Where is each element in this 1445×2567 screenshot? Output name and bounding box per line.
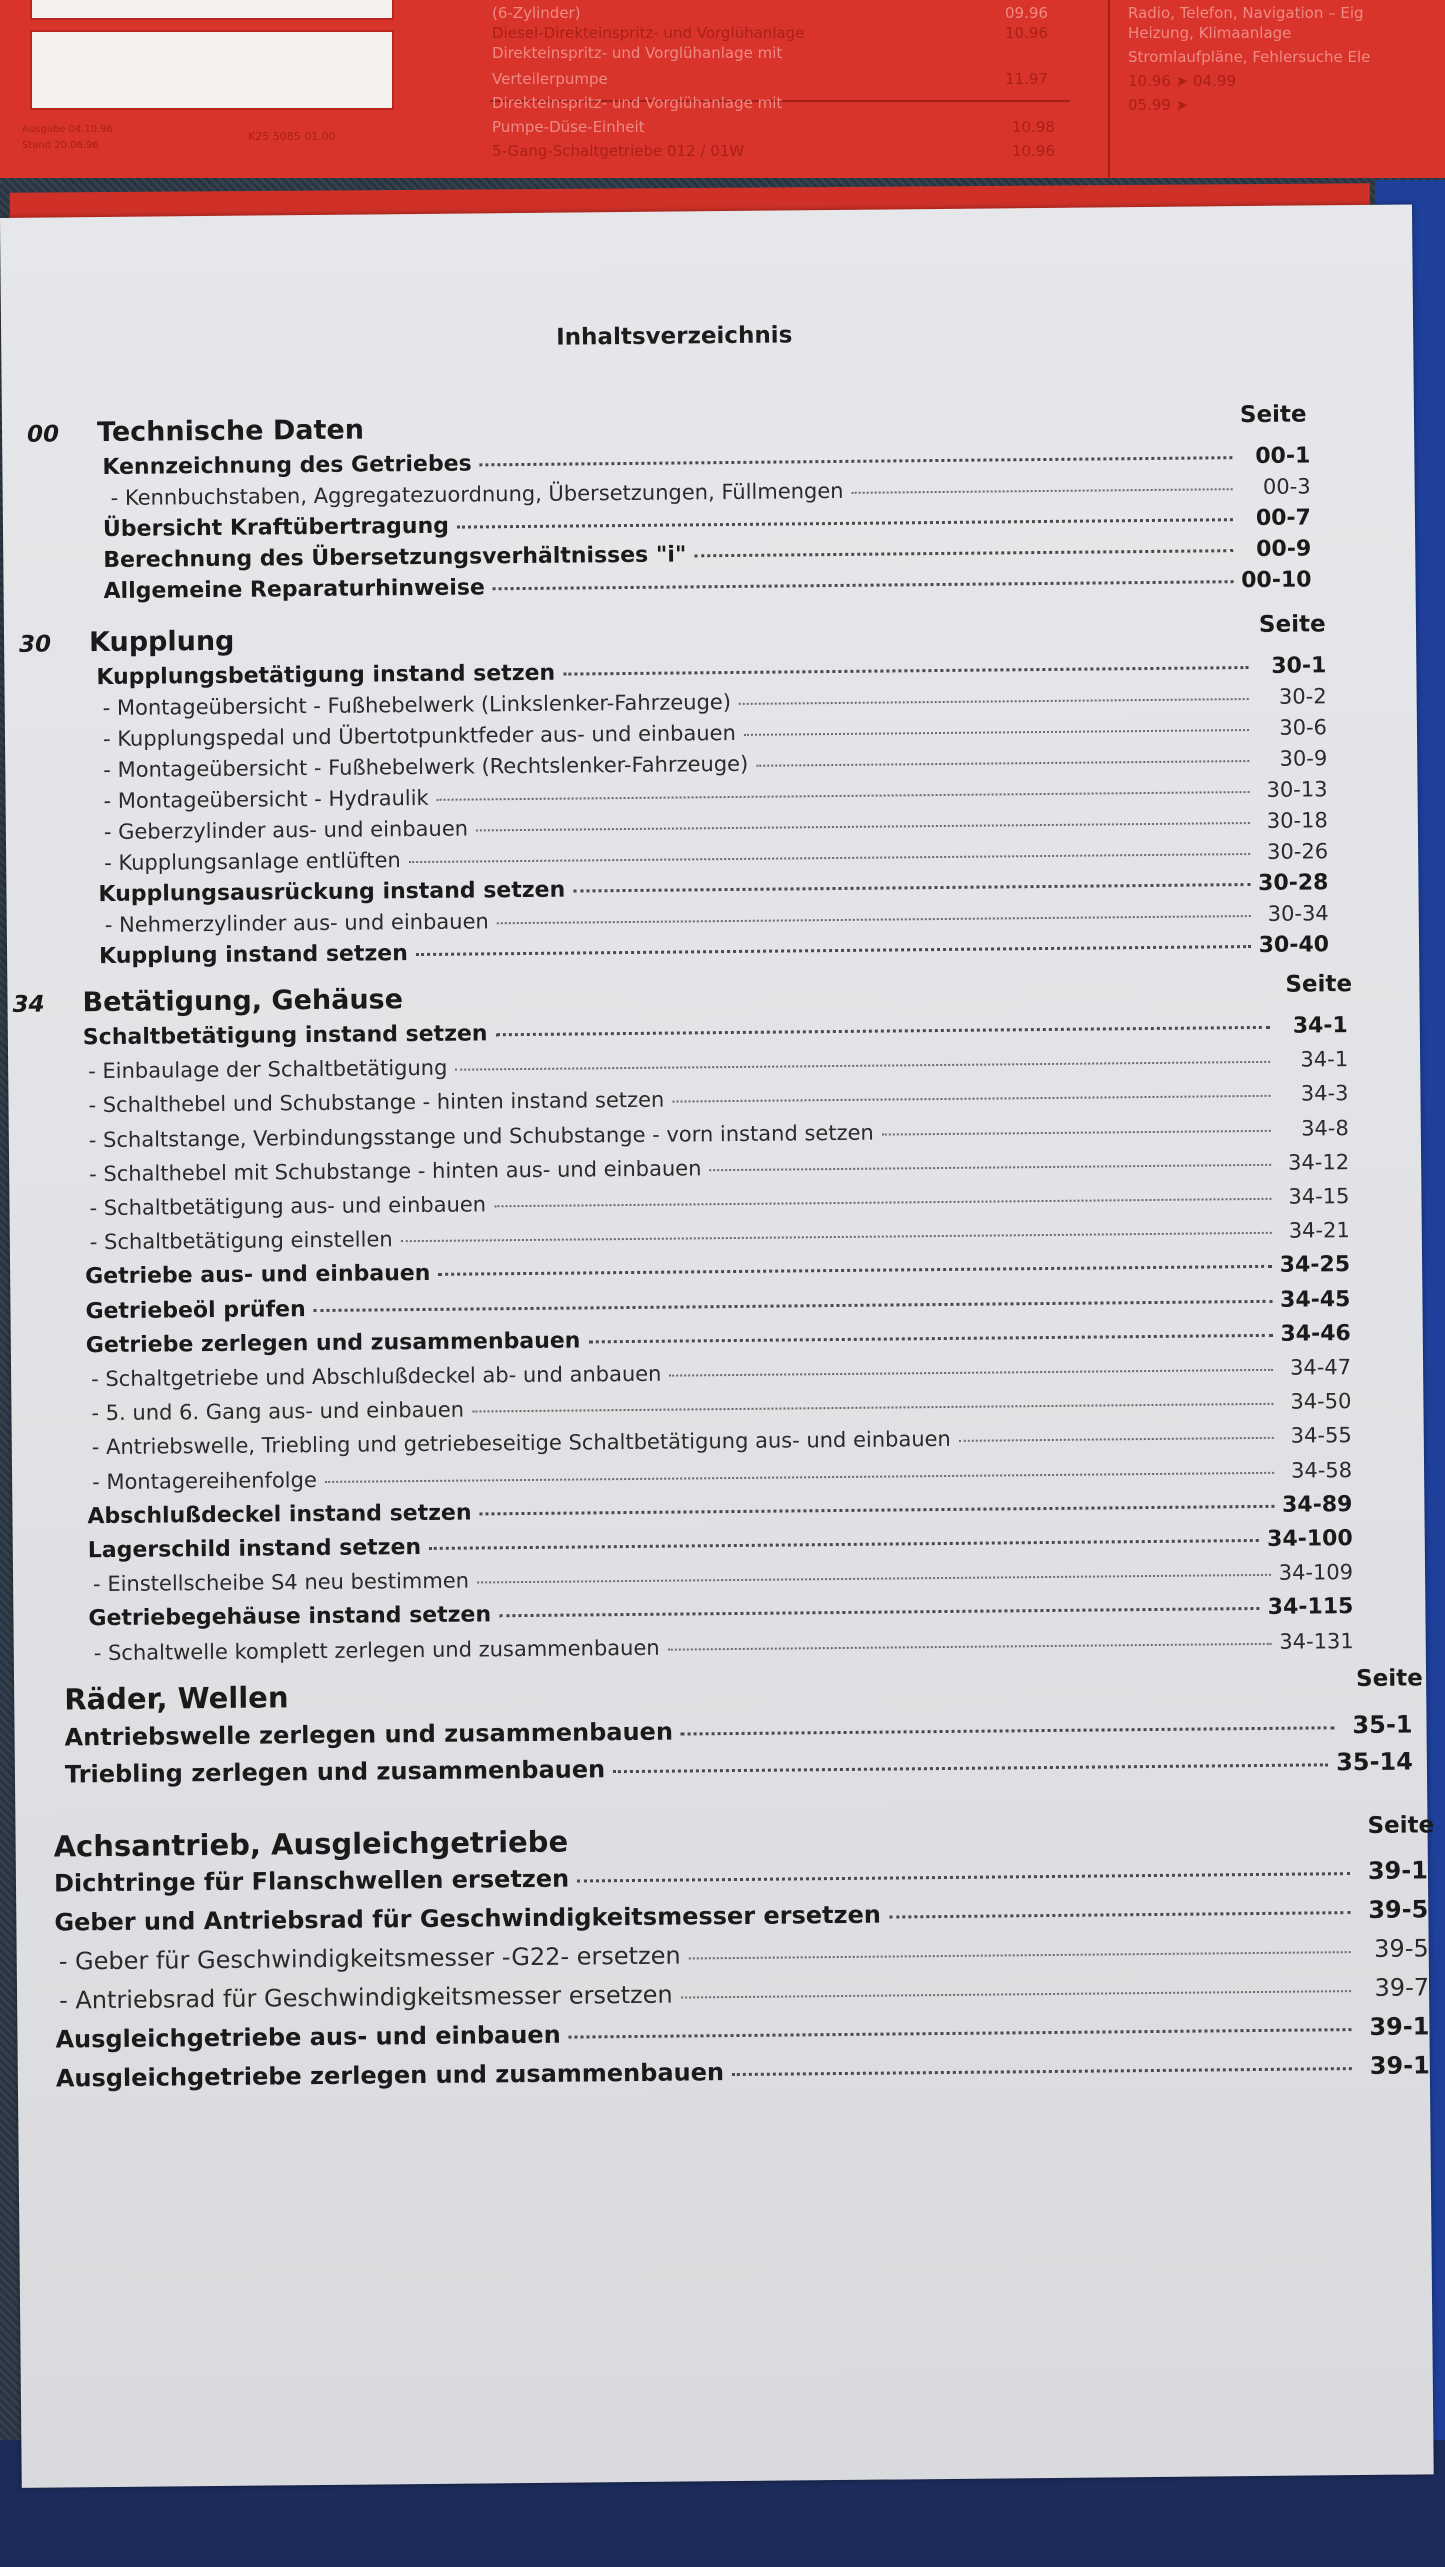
entry-title: - Montageübersicht - Fußhebelwerk (Rechtslenker-Fahrzeuge) bbox=[103, 751, 749, 783]
entry-title: - Montageübersicht - Fußhebelwerk (Linkslenker-Fahrzeuge) bbox=[102, 690, 732, 721]
page-number: 34-21 bbox=[1288, 1218, 1350, 1243]
entry-title: - Schaltbetätigung einstellen bbox=[89, 1227, 393, 1255]
entry-title: Getriebeöl prüfen bbox=[85, 1296, 306, 1324]
dot-leader bbox=[497, 915, 1251, 924]
section-heading bbox=[14, 1680, 289, 1717]
section-title: Betätigung, Gehäuse bbox=[82, 984, 404, 1019]
entry-title: Ausgleichgetriebe zerlegen und zusammenbauen bbox=[55, 2058, 725, 2093]
page-number: 34-100 bbox=[1266, 1526, 1353, 1552]
sheet-small-2: Stand 20.06.96 bbox=[22, 140, 99, 151]
section-number: 34 bbox=[12, 991, 45, 1018]
dot-leader bbox=[325, 1471, 1274, 1482]
toc-subentry bbox=[59, 1973, 1429, 2016]
entry-title: - Antriebswelle, Triebling und getriebeseitige Schaltbetätigung aus- und einbauen bbox=[91, 1427, 951, 1460]
entry-title: Ausgleichgetriebe aus- und einbauen bbox=[55, 2020, 561, 2054]
page-number: 30-28 bbox=[1257, 870, 1329, 896]
dot-leader bbox=[480, 456, 1233, 466]
dot-leader bbox=[577, 1872, 1350, 1882]
section-heading bbox=[19, 626, 235, 659]
page-number: 30-13 bbox=[1266, 777, 1328, 802]
sheet-code: K25 5085 01.00 bbox=[248, 130, 336, 143]
top-line-3: Verteilerpumpe bbox=[492, 70, 608, 88]
dot-leader bbox=[709, 1164, 1271, 1171]
dot-leader bbox=[852, 488, 1233, 494]
entry-title: - Antriebsrad für Geschwindigkeitsmesser ersetzen bbox=[58, 1980, 673, 2015]
dot-leader bbox=[756, 760, 1249, 767]
dot-leader bbox=[494, 1198, 1271, 1207]
seite-label: Seite bbox=[1258, 611, 1326, 638]
page-number: 34-131 bbox=[1279, 1628, 1354, 1654]
top-date-5: 10.98 bbox=[1012, 118, 1055, 136]
dot-leader bbox=[455, 1061, 1270, 1071]
dot-leader bbox=[732, 2067, 1352, 2076]
top-line-0: (6-Zylinder) bbox=[492, 4, 581, 22]
dot-leader bbox=[472, 1403, 1273, 1413]
page-number: 39-5 bbox=[1374, 1934, 1429, 1963]
entry-title: Getriebe aus- und einbauen bbox=[85, 1261, 431, 1290]
top-date-6: 10.96 bbox=[1012, 142, 1055, 160]
entry-title: - Schaltbetätigung aus- und einbauen bbox=[89, 1192, 487, 1221]
dot-leader bbox=[437, 791, 1250, 801]
page-number: 00-3 bbox=[1262, 474, 1311, 499]
page-number: 39-1 bbox=[1369, 2012, 1430, 2041]
page-number: 34-50 bbox=[1290, 1389, 1352, 1414]
page-number: 34-58 bbox=[1290, 1457, 1353, 1483]
page-number: 34-115 bbox=[1267, 1594, 1354, 1621]
seite-label: Seite bbox=[1355, 1665, 1423, 1693]
entry-title: Geber und Antriebsrad für Geschwindigkeitsmesser ersetzen bbox=[54, 1900, 882, 1937]
page-number: 39-7 bbox=[1374, 1973, 1430, 2002]
top-line-5: Pumpe-Düse-Einheit bbox=[492, 118, 645, 136]
top-line-1: Diesel-Direkteinspritz- und Vorglühanlage bbox=[492, 24, 805, 42]
dot-leader bbox=[493, 580, 1233, 590]
dot-leader bbox=[681, 1726, 1335, 1735]
entry-title: - Kennbuchstaben, Aggregatezuordnung, Übersetzungen, Füllmengen bbox=[110, 478, 844, 510]
label-box-top bbox=[30, 0, 394, 20]
toc-subentry bbox=[94, 1629, 1354, 1671]
dot-leader bbox=[694, 549, 1233, 557]
entry-title: - Nehmerzylinder aus- und einbauen bbox=[104, 909, 489, 938]
column-divider bbox=[1108, 0, 1110, 178]
dot-leader bbox=[480, 1505, 1274, 1516]
right-line-3: 10.96 ➤ 04.99 bbox=[1128, 72, 1236, 90]
dot-leader bbox=[476, 822, 1250, 831]
section-title: Technische Daten bbox=[96, 414, 365, 449]
page-number: 00-10 bbox=[1241, 567, 1312, 594]
dot-leader bbox=[314, 1299, 1272, 1311]
page-number: 34-1 bbox=[1292, 1013, 1348, 1039]
page-number: 30-2 bbox=[1278, 684, 1327, 709]
section-number: 30 bbox=[18, 631, 52, 658]
dot-leader bbox=[401, 1232, 1272, 1242]
page-number: 34-25 bbox=[1279, 1252, 1351, 1279]
page-number: 35-1 bbox=[1352, 1710, 1413, 1740]
sheet-small-1: Ausgabe 04.10.96 bbox=[22, 124, 114, 135]
dot-leader bbox=[438, 1265, 1271, 1276]
page-number: 30-40 bbox=[1258, 932, 1330, 958]
page-number: 30-6 bbox=[1279, 715, 1328, 740]
entry-title: Allgemeine Reparaturhinweise bbox=[103, 575, 485, 605]
entry-title: Kupplung instand setzen bbox=[98, 941, 408, 970]
section-number: 00 bbox=[26, 421, 60, 448]
dot-leader bbox=[573, 883, 1250, 892]
top-line-6: 5-Gang-Schaltgetriebe 012 / 01W bbox=[492, 142, 745, 160]
dot-leader bbox=[409, 853, 1250, 863]
entry-title: - Schalthebel und Schubstange - hinten instand setzen bbox=[88, 1088, 665, 1118]
dot-leader bbox=[889, 1911, 1350, 1918]
dot-leader bbox=[563, 666, 1248, 676]
dot-leader bbox=[477, 1574, 1271, 1584]
entry-title: - Schaltgetriebe und Abschlußdeckel ab- und anbauen bbox=[91, 1361, 662, 1392]
page-number: 39-1 bbox=[1367, 1856, 1429, 1885]
right-line-0: Radio, Telefon, Navigation – Eig bbox=[1128, 4, 1364, 22]
page-number: 39-1 bbox=[1369, 2051, 1430, 2080]
page-number: 39-5 bbox=[1368, 1895, 1429, 1924]
dot-leader bbox=[569, 2028, 1352, 2039]
entry-title: - Geber für Geschwindigkeitsmesser -G22- ersetzen bbox=[58, 1941, 681, 1976]
dot-leader bbox=[429, 1539, 1259, 1550]
page-title: Inhaltsverzeichnis bbox=[556, 322, 793, 351]
seite-label: Seite bbox=[1367, 1812, 1435, 1839]
page-number: 34-55 bbox=[1290, 1423, 1352, 1449]
dot-leader bbox=[499, 1607, 1260, 1617]
document-page bbox=[0, 204, 1434, 2487]
section-heading bbox=[12, 984, 403, 1019]
seite-label: Seite bbox=[1285, 971, 1353, 998]
entry-title: Kennzeichnung des Getriebes bbox=[102, 451, 472, 481]
entry-title: - Geberzylinder aus- und einbauen bbox=[103, 816, 469, 845]
toc-entry bbox=[54, 1856, 1428, 1899]
page-number: 30-34 bbox=[1267, 901, 1329, 926]
entry-title: - Einstellscheibe S4 neu bestimmen bbox=[93, 1568, 470, 1597]
dot-leader bbox=[672, 1095, 1270, 1103]
dot-leader bbox=[669, 1369, 1273, 1377]
toc-entry bbox=[56, 2051, 1430, 2094]
dot-leader bbox=[882, 1129, 1271, 1135]
entry-title: Übersicht Kraftübertragung bbox=[102, 513, 450, 543]
entry-title: Antriebswelle zerlegen und zusammenbauen bbox=[64, 1717, 674, 1752]
entry-title: Abschlußdeckel instand setzen bbox=[87, 1500, 472, 1530]
section-title: Kupplung bbox=[88, 625, 235, 659]
page-number: 34-45 bbox=[1279, 1286, 1351, 1313]
dot-leader bbox=[959, 1437, 1274, 1442]
entry-title: Dichtringe für Flanschwellen ersetzen bbox=[53, 1864, 570, 1898]
entry-title: - Schaltstange, Verbindungsstange und Schubstange - vorn instand setzen bbox=[88, 1120, 874, 1152]
entry-title: Kupplungsausrückung instand setzen bbox=[98, 877, 566, 908]
right-line-4: 05.99 ➤ bbox=[1128, 96, 1189, 114]
top-line-4: Direkteinspritz- und Vorglühanlage mit bbox=[492, 94, 783, 112]
entry-title: - Schaltwelle komplett zerlegen und zusammenbauen bbox=[93, 1635, 660, 1665]
entry-title: - Schalthebel mit Schubstange - hinten aus- und einbauen bbox=[89, 1156, 702, 1186]
section-title: Räder, Wellen bbox=[64, 1680, 289, 1717]
page-number: 34-8 bbox=[1301, 1115, 1349, 1141]
toc-subentry bbox=[59, 1934, 1429, 1977]
entry-title: Schaltbetätigung instand setzen bbox=[82, 1021, 488, 1051]
entry-title: - Einbaulage der Schaltbetätigung bbox=[88, 1055, 448, 1084]
page-number: 34-12 bbox=[1287, 1149, 1350, 1175]
right-line-1: Heizung, Klimaanlage bbox=[1128, 24, 1292, 42]
right-line-2: Stromlaufpläne, Fehlersuche Ele bbox=[1128, 48, 1371, 66]
page-number: 34-3 bbox=[1300, 1081, 1349, 1106]
page-number: 34-47 bbox=[1289, 1355, 1352, 1380]
page-number: 00-1 bbox=[1255, 443, 1311, 469]
entry-title: - Montagereihenfolge bbox=[92, 1467, 317, 1494]
entry-title: - Montageübersicht - Hydraulik bbox=[103, 785, 429, 814]
page-number: 34-109 bbox=[1278, 1560, 1354, 1585]
page-number: 34-46 bbox=[1280, 1320, 1351, 1347]
entry-title: Getriebegehäuse instand setzen bbox=[88, 1602, 492, 1632]
top-date-3: 11.97 bbox=[1005, 70, 1048, 88]
dot-leader bbox=[744, 729, 1249, 736]
dot-leader bbox=[457, 518, 1233, 528]
dot-leader bbox=[681, 1990, 1351, 1998]
toc-entry bbox=[64, 1711, 1412, 1754]
page-number: 30-1 bbox=[1271, 653, 1327, 679]
section-heading bbox=[15, 1825, 568, 1864]
page-number: 34-1 bbox=[1300, 1047, 1349, 1072]
entry-title: Lagerschild instand setzen bbox=[87, 1535, 422, 1564]
top-date-0: 09.96 bbox=[1005, 4, 1048, 22]
toc-entry bbox=[65, 1748, 1413, 1791]
dot-leader bbox=[739, 698, 1249, 705]
section-title: Achsantrieb, Ausgleichgetriebe bbox=[53, 1824, 569, 1864]
seite-label: Seite bbox=[1239, 401, 1307, 429]
dot-leader bbox=[613, 1763, 1328, 1773]
top-line-2: Direkteinspritz- und Vorglühanlage mit bbox=[492, 44, 783, 62]
page-number: 30-9 bbox=[1279, 746, 1328, 771]
page-number: 30-26 bbox=[1266, 839, 1329, 864]
dot-leader bbox=[496, 1026, 1270, 1036]
section-heading bbox=[27, 415, 364, 449]
entry-title: Getriebe zerlegen und zusammenbauen bbox=[85, 1328, 581, 1359]
page-number: 34-15 bbox=[1288, 1184, 1350, 1209]
page-number: 30-18 bbox=[1266, 808, 1328, 833]
dot-leader bbox=[416, 945, 1251, 956]
dot-leader bbox=[668, 1642, 1272, 1650]
top-date-1: 10.96 bbox=[1005, 24, 1048, 42]
red-index-sheet bbox=[0, 0, 1445, 178]
page-number: 00-7 bbox=[1255, 505, 1312, 531]
toc-entry bbox=[55, 2012, 1429, 2055]
dot-leader bbox=[588, 1334, 1272, 1344]
entry-title: Kupplungsbetätigung instand setzen bbox=[96, 660, 556, 691]
label-box bbox=[30, 30, 394, 110]
entry-title: - 5. und 6. Gang aus- und einbauen bbox=[91, 1397, 465, 1426]
entry-title: Berechnung des Übersetzungsverhältnisses "i" bbox=[103, 542, 687, 574]
toc-entry bbox=[54, 1895, 1428, 1938]
entry-title: - Kupplungsanlage entlüften bbox=[104, 848, 401, 876]
entry-title: - Kupplungspedal und Übertotpunktfeder aus- und einbauen bbox=[102, 720, 736, 752]
page-number: 35-14 bbox=[1335, 1747, 1414, 1777]
dot-leader bbox=[689, 1951, 1351, 1959]
page-number: 34-89 bbox=[1281, 1491, 1353, 1518]
page-number: 00-9 bbox=[1256, 536, 1312, 562]
entry-title: Triebling zerlegen und zusammenbauen bbox=[64, 1755, 606, 1789]
